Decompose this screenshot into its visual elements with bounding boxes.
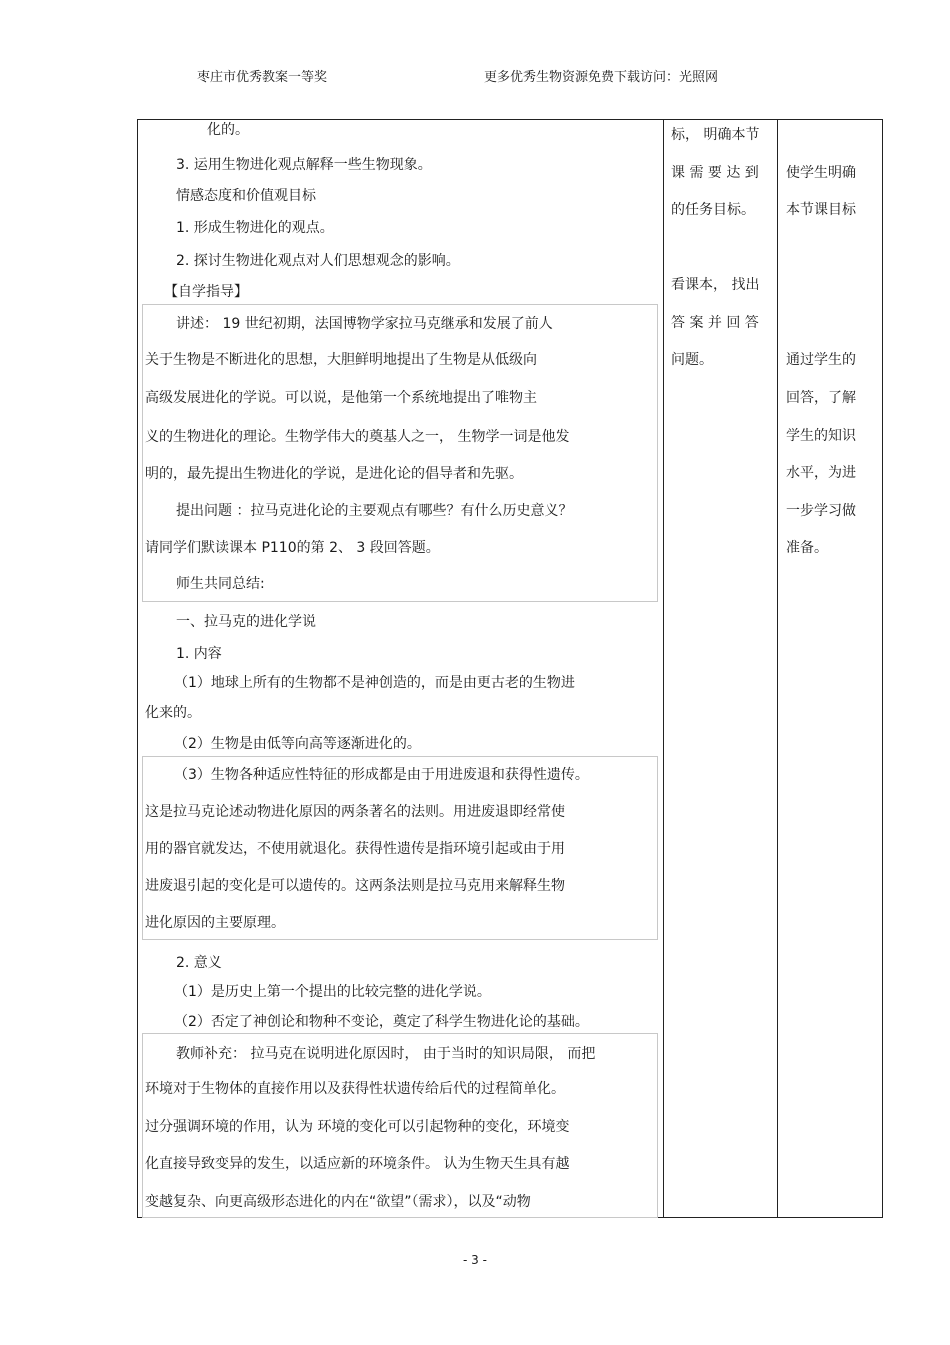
- page-number: - 3 -: [463, 1253, 487, 1267]
- main-line: 1. 形成生物进化的观点。: [176, 220, 334, 236]
- section-heading: 【自学指导】: [164, 284, 248, 300]
- main-line: 化来的。: [145, 705, 201, 721]
- design-intent-line: 一步学习做: [786, 503, 856, 519]
- main-line: 2. 探讨生物进化观点对人们思想观念的影响。: [176, 253, 460, 269]
- main-line: （2）否定了神创论和物种不变论，奠定了科学生物进化论的基础。: [174, 1014, 589, 1030]
- main-line: 情感态度和价值观目标: [176, 188, 316, 204]
- lecture-box: [142, 304, 658, 602]
- main-line: 过分强调环境的作用，认为 环境的变化可以引起物种的变化，环境变: [145, 1119, 570, 1135]
- main-line: 进化原因的主要原理。: [145, 915, 285, 931]
- section-heading: 2. 意义: [176, 955, 222, 971]
- main-line: 教师补充： 拉马克在说明进化原因时， 由于当时的知识局限， 而把: [176, 1046, 596, 1062]
- main-line: 环境对于生物体的直接作用以及获得性状遗传给后代的过程简单化。: [145, 1081, 565, 1097]
- design-intent-line: 学生的知识: [786, 428, 856, 444]
- header-right: 更多优秀生物资源免费下载访问：光照网: [484, 70, 719, 85]
- main-line: 讲述： 19 世纪初期，法国博物学家拉马克继承和发展了前人: [176, 316, 553, 332]
- main-line: （1）地球上所有的生物都不是神创造的，而是由更古老的生物进: [174, 675, 575, 691]
- student-activity-line: 问题。: [671, 352, 713, 368]
- design-intent-line: 回答，了解: [786, 390, 856, 406]
- main-line: 1. 内容: [176, 646, 222, 662]
- main-line: 高级发展进化的学说。可以说，是他第一个系统地提出了唯物主: [145, 390, 537, 406]
- student-activity-line: 课 需 要 达 到: [671, 165, 759, 181]
- main-line: 关于生物是不断进化的思想，大胆鲜明地提出了生物是从低级向: [145, 352, 537, 368]
- main-line: 明的，最先提出生物进化的学说，是进化论的倡导者和先驱。: [145, 466, 523, 482]
- design-intent-line: 使学生明确: [786, 165, 856, 181]
- student-activity-line: 标， 明确本节: [671, 127, 760, 143]
- design-intent-line: 水平，为进: [786, 465, 856, 481]
- column-divider: [777, 119, 778, 1218]
- student-activity-line: 答 案 并 回 答: [671, 315, 759, 331]
- main-line: 师生共同总结:: [176, 576, 265, 592]
- main-line: （3）生物各种适应性特征的形成都是由于用进废退和获得性遗传。: [174, 767, 589, 783]
- main-line: 变越复杂、向更高级形态进化的内在“欲望”（需求），以及“动物: [145, 1194, 531, 1210]
- design-intent-line: 准备。: [786, 540, 828, 556]
- main-line: 用的器官就发达，不使用就退化。获得性遗传是指环境引起或由于用: [145, 841, 565, 857]
- main-line: 这是拉马克论述动物进化原因的两条著名的法则。用进废退即经常使: [145, 804, 565, 820]
- student-activity-line: 看课本， 找出: [671, 277, 760, 293]
- main-line: （2）生物是由低等向高等逐渐进化的。: [174, 736, 421, 752]
- header-left: 枣庄市优秀教案一等奖: [197, 70, 328, 85]
- main-line: 3. 运用生物进化观点解释一些生物现象。: [176, 157, 432, 173]
- section-heading: 一、拉马克的进化学说: [176, 614, 316, 630]
- student-activity-line: 的任务目标。: [671, 202, 755, 218]
- design-intent-line: 本节课目标: [786, 202, 856, 218]
- main-line: 提出问题 ：拉马克进化论的主要观点有哪些？有什么历史意义？: [176, 503, 573, 519]
- main-line: 进废退引起的变化是可以遗传的。这两条法则是拉马克用来解释生物: [145, 878, 565, 894]
- main-line: 化直接导致变异的发生，以适应新的环境条件。 认为生物天生具有越: [145, 1156, 570, 1172]
- main-line: 化的。: [207, 122, 249, 138]
- main-line: （1）是历史上第一个提出的比较完整的进化学说。: [174, 984, 491, 1000]
- main-line: 请同学们默读课本 P110的第 2、 3 段回答题。: [145, 540, 440, 556]
- design-intent-line: 通过学生的: [786, 352, 856, 368]
- column-divider: [663, 119, 664, 1218]
- main-line: 义的生物进化的理论。生物学伟大的奠基人之一， 生物学一词是他发: [145, 429, 570, 445]
